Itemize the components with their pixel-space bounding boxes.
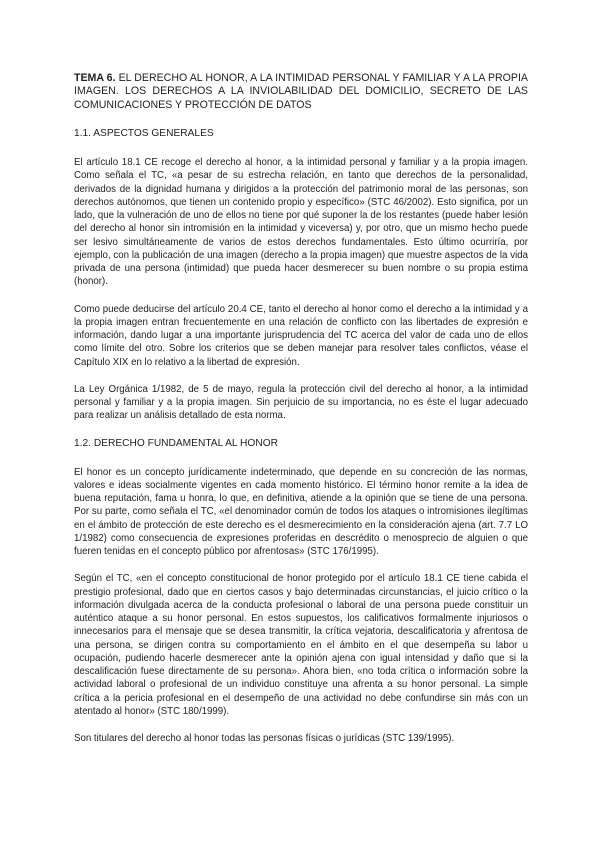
section-heading-aspectos-generales: 1.1. ASPECTOS GENERALES [74,128,214,140]
chapter-number: TEMA 6. [74,72,116,84]
paragraph: Según el TC, «en el concepto constitucional de honor protegido por el artículo 18.1 CE tiene cabida el prestigio profesional, dado que en ciertos casos y bajo determinadas circunstancias, el juicio crítico o la información divulgada acerca de la conducta profesional o laboral de una persona puede constituir un auténtico ataque a su honor personal. En estos supuestos, los calificativos formalmente injuriosos o innecesarios para el mensaje que se desea transmitir, la crítica vejatoria, descalificatoria y afrentosa de una persona, se dirigen contra su comportamiento en el ámbito en el que desempeña su labor u ocupación, pudiendo hacerle desmerecer ante la opinión ajena con igual intensidad y daño que si la descalificación fuese directamente de su persona». Ahora bien, «no toda crítica o información sobre la actividad laboral o profesional de un individuo constituye una afrenta a su honor personal. La simple crítica a la pericia profesional en el desempeño de una actividad no debe confundirse sin más con un atentado al honor» (STC 180/1999). [74,573,528,717]
paragraph: El artículo 18.1 CE recoge el derecho al honor, a la intimidad personal y familiar y a la propia imagen. Como señala el TC, «a pesar de su estrecha relación, en tanto que derechos de la personalidad, derivados de la dignidad humana y dirigidos a la protección del patrimonio moral de las personas, son derechos autónomos, que tienen un contenido propio y específico» (STC 46/2002). Esto significa, por un lado, que la vulneración de uno de ellos no tiene por qué suponer la de los restantes (puede haber lesión del derecho al honor sin intromisión en la intimidad y viceversa) y, por otro, que un mismo hecho puede ser lesivo simultáneamente de varios de estos derechos fundamentales. Esto último ocurriría, por ejemplo, con la publicación de una imagen (derecho a la propia imagen) que muestre aspectos de la vida privada de una persona (intimidad) que pueda hacer desmerecer su buen nombre o su propia estima (honor). [74,157,528,288]
section-heading-derecho-honor: 1.2. DERECHO FUNDAMENTAL AL HONOR [74,437,278,449]
chapter-title-text: EL DERECHO AL HONOR, A LA INTIMIDAD PERSONAL Y FAMILIAR Y A LA PROPIA IMAGEN. LOS DERECHOS A LA INVIOLABILIDAD DEL DOMICILIO, SECRETO DE LAS COMUNICACIONES Y PROTECCIÓN DE DATOS [74,72,529,111]
paragraph: La Ley Orgánica 1/1982, de 5 de mayo, regula la protección civil del derecho al honor, a la intimidad personal y familiar y a la propia imagen. Sin perjuicio de su importancia, no es éste el lugar adecuado para realizar un análisis detallado de esta norma. [74,383,528,422]
chapter-title [74,72,528,112]
paragraph: Son titulares del derecho al honor todas las personas físicas o jurídicas (STC 139/1995). [74,733,455,745]
paragraph: El honor es un concepto jurídicamente indeterminado, que depende en su concreción de las normas, valores e ideas socialmente vigentes en cada momento histórico. El término honor remite a la idea de buena reputación, fama u honra, lo que, en definitiva, atiende a la opinión que se tiene de una persona. Por su parte, como señala el TC, «el denominador común de todos los ataques o intromisiones ilegítimas en el ámbito de protección de este derecho es el desmerecimiento en la consideración ajena (art. 7.7 LO 1/1982) como consecuencia de expresiones proferidas en descrédito o menosprecio de alguien o que fueren tenidas en el concepto público por afrentosas» (STC 176/1995). [74,466,528,558]
paragraph: Como puede deducirse del artículo 20.4 CE, tanto el derecho al honor como el derecho a la intimidad y a la propia imagen entran frecuentemente en una relación de conflicto con las libertades de expresión e información, dando lugar a una importante jurisprudencia del TC acerca del valor de cada uno de ellos como límite del otro. Sobre los criterios que se deben manejar para resolver tales conflictos, véase el Capítulo XIX en lo relativo a la libertad de expresión. [74,303,528,368]
